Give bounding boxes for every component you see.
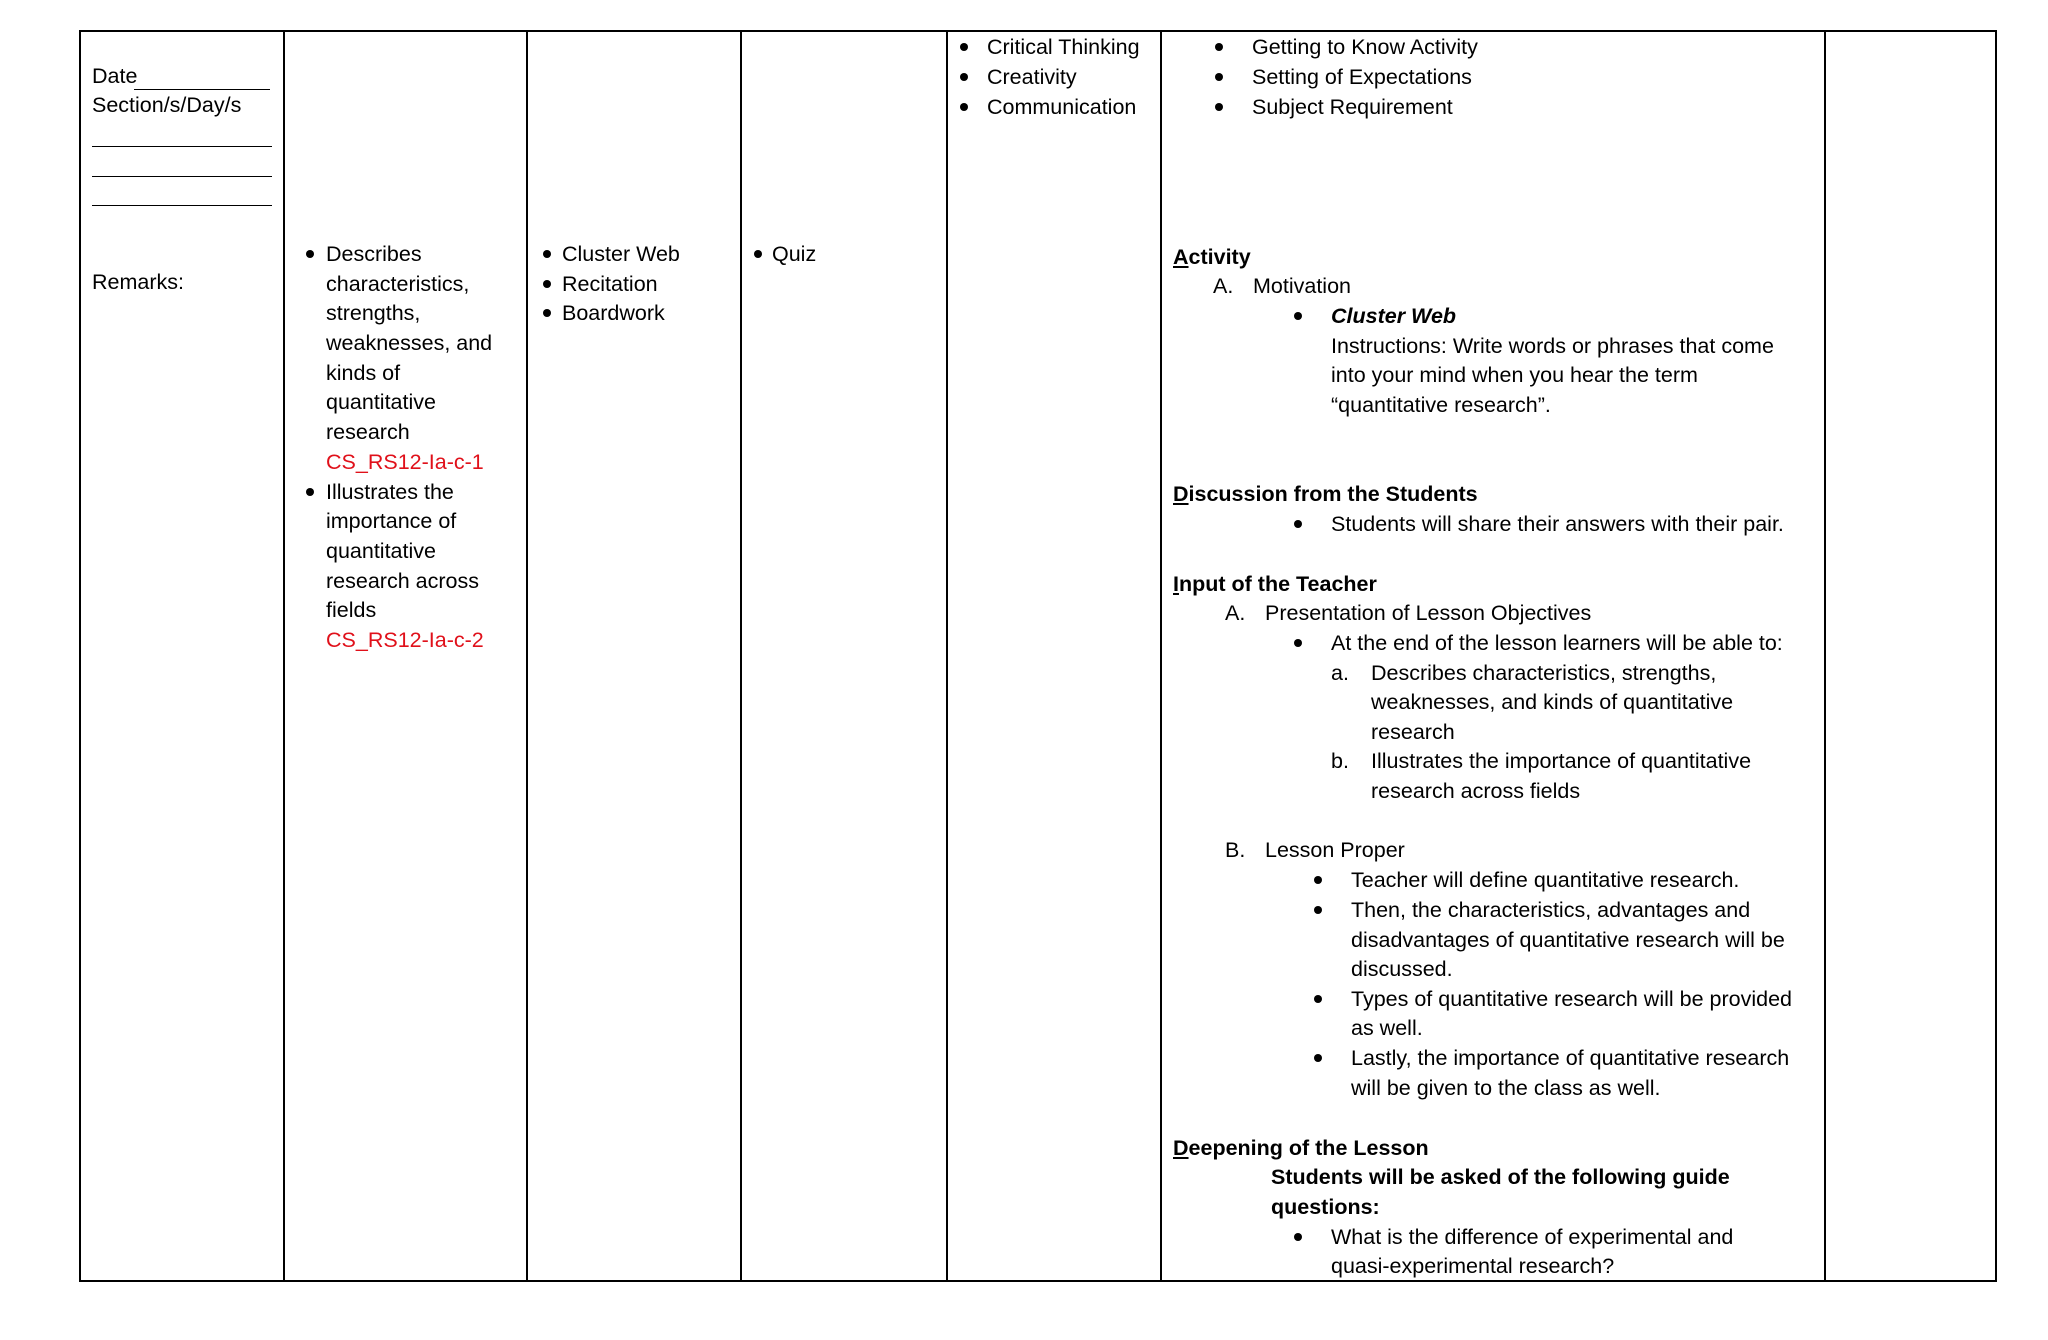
lesson-proper-label: Lesson Proper: [1265, 838, 1405, 862]
section-line-3: [92, 205, 272, 206]
section-line-1: [92, 146, 272, 147]
bullet-icon: [1314, 876, 1322, 884]
strategy-item: Cluster Web: [562, 242, 680, 266]
bullet-icon: [306, 488, 314, 496]
lesson-proper-item: disadvantages of quantitative research will be: [1351, 928, 1785, 952]
instructions-line: Instructions: Write words or phrases that come: [1331, 334, 1774, 358]
assessment-item: Quiz: [772, 242, 817, 266]
bullet-icon: [1215, 73, 1223, 81]
bullet-icon: [960, 103, 968, 111]
objective-b-line: research across fields: [1371, 779, 1581, 803]
guide-question-item: quasi-experimental research?: [1331, 1254, 1615, 1278]
date-label: Date: [92, 64, 138, 88]
lesson-proper-item: discussed.: [1351, 957, 1453, 981]
bullet-icon: [306, 250, 314, 258]
objective-b-letter: b.: [1331, 749, 1349, 773]
instructions-line: into your mind when you hear the term: [1331, 363, 1698, 387]
section-label: Section/s/Day/s: [92, 93, 242, 117]
strategy-item: Boardwork: [562, 301, 665, 325]
competency-code-2: CS_RS12-Ia-c-2: [326, 628, 484, 652]
instructions-line: “quantitative research”.: [1331, 393, 1551, 417]
table-column-7: [1824, 30, 1997, 1282]
bullet-icon: [1294, 312, 1302, 320]
table-column-1: [79, 30, 285, 1282]
skill-item: Critical Thinking: [987, 35, 1140, 59]
bullet-icon: [960, 43, 968, 51]
input-heading: Input of the Teacher: [1173, 572, 1377, 596]
bullet-icon: [543, 280, 551, 288]
bullet-icon: [754, 250, 762, 258]
bullet-icon: [1314, 1054, 1322, 1062]
bullet-icon: [543, 250, 551, 258]
bullet-icon: [1314, 995, 1322, 1003]
lesson-proper-item: Teacher will define quantitative research.: [1351, 868, 1740, 892]
objective-a-line: weaknesses, and kinds of quantitative: [1371, 690, 1734, 714]
motivation-label: Motivation: [1253, 274, 1351, 298]
preliminary-item: Subject Requirement: [1252, 95, 1453, 119]
section-line-2: [92, 176, 272, 177]
motivation-letter: A.: [1213, 274, 1234, 298]
lesson-proper-item: Then, the characteristics, advantages and: [1351, 898, 1751, 922]
objective-1-line: kinds of: [326, 361, 401, 385]
activity-heading: Activity: [1173, 245, 1251, 269]
bullet-icon: [1294, 1233, 1302, 1241]
objective-1-line: weaknesses, and: [326, 331, 493, 355]
objective-2-line: fields: [326, 598, 377, 622]
bullet-icon: [960, 73, 968, 81]
objective-a-letter: a.: [1331, 661, 1349, 685]
objective-a-line: research: [1371, 720, 1455, 744]
discussion-heading: Discussion from the Students: [1173, 482, 1478, 506]
bullet-icon: [1314, 906, 1322, 914]
objective-1-line: research: [326, 420, 410, 444]
guide-question-item: What is the difference of experimental and: [1331, 1225, 1734, 1249]
lesson-proper-item: will be given to the class as well.: [1351, 1076, 1661, 1100]
end-of-lesson-text: At the end of the lesson learners will be able to:: [1331, 631, 1783, 655]
table-column-3: [526, 30, 742, 1282]
objective-2-line: quantitative: [326, 539, 436, 563]
cluster-web-title: Cluster Web: [1331, 304, 1457, 328]
objective-1-line: characteristics,: [326, 272, 470, 296]
bullet-icon: [1294, 520, 1302, 528]
objective-2-line: Illustrates the: [326, 480, 454, 504]
table-column-5: [946, 30, 1162, 1282]
table-column-2: [283, 30, 528, 1282]
objective-1-line: strengths,: [326, 301, 421, 325]
lesson-proper-item: Lastly, the importance of quantitative research: [1351, 1046, 1790, 1070]
presentation-label: Presentation of Lesson Objectives: [1265, 601, 1592, 625]
objective-1-line: Describes: [326, 242, 422, 266]
lesson-proper-letter: B.: [1225, 838, 1246, 862]
lesson-proper-item: Types of quantitative research will be provided: [1351, 987, 1792, 1011]
competency-code-1: CS_RS12-Ia-c-1: [326, 450, 484, 474]
bullet-icon: [543, 309, 551, 317]
table-column-4: [740, 30, 948, 1282]
preliminary-item: Setting of Expectations: [1252, 65, 1472, 89]
preliminary-item: Getting to Know Activity: [1252, 35, 1478, 59]
lesson-proper-item: as well.: [1351, 1016, 1423, 1040]
bullet-icon: [1294, 639, 1302, 647]
bullet-icon: [1215, 103, 1223, 111]
bullet-icon: [1215, 43, 1223, 51]
skill-item: Communication: [987, 95, 1137, 119]
objective-2-line: importance of: [326, 509, 457, 533]
guide-questions-text: questions:: [1271, 1195, 1380, 1219]
objective-1-line: quantitative: [326, 390, 436, 414]
remarks-label: Remarks:: [92, 270, 184, 294]
strategy-item: Recitation: [562, 272, 658, 296]
presentation-letter: A.: [1225, 601, 1246, 625]
objective-a-line: Describes characteristics, strengths,: [1371, 661, 1717, 685]
guide-questions-text: Students will be asked of the following guide: [1271, 1165, 1730, 1189]
objective-b-line: Illustrates the importance of quantitative: [1371, 749, 1752, 773]
skill-item: Creativity: [987, 65, 1077, 89]
discussion-item: Students will share their answers with their pair.: [1331, 512, 1784, 536]
objective-2-line: research across: [326, 569, 479, 593]
deepening-heading: Deepening of the Lesson: [1173, 1136, 1429, 1160]
